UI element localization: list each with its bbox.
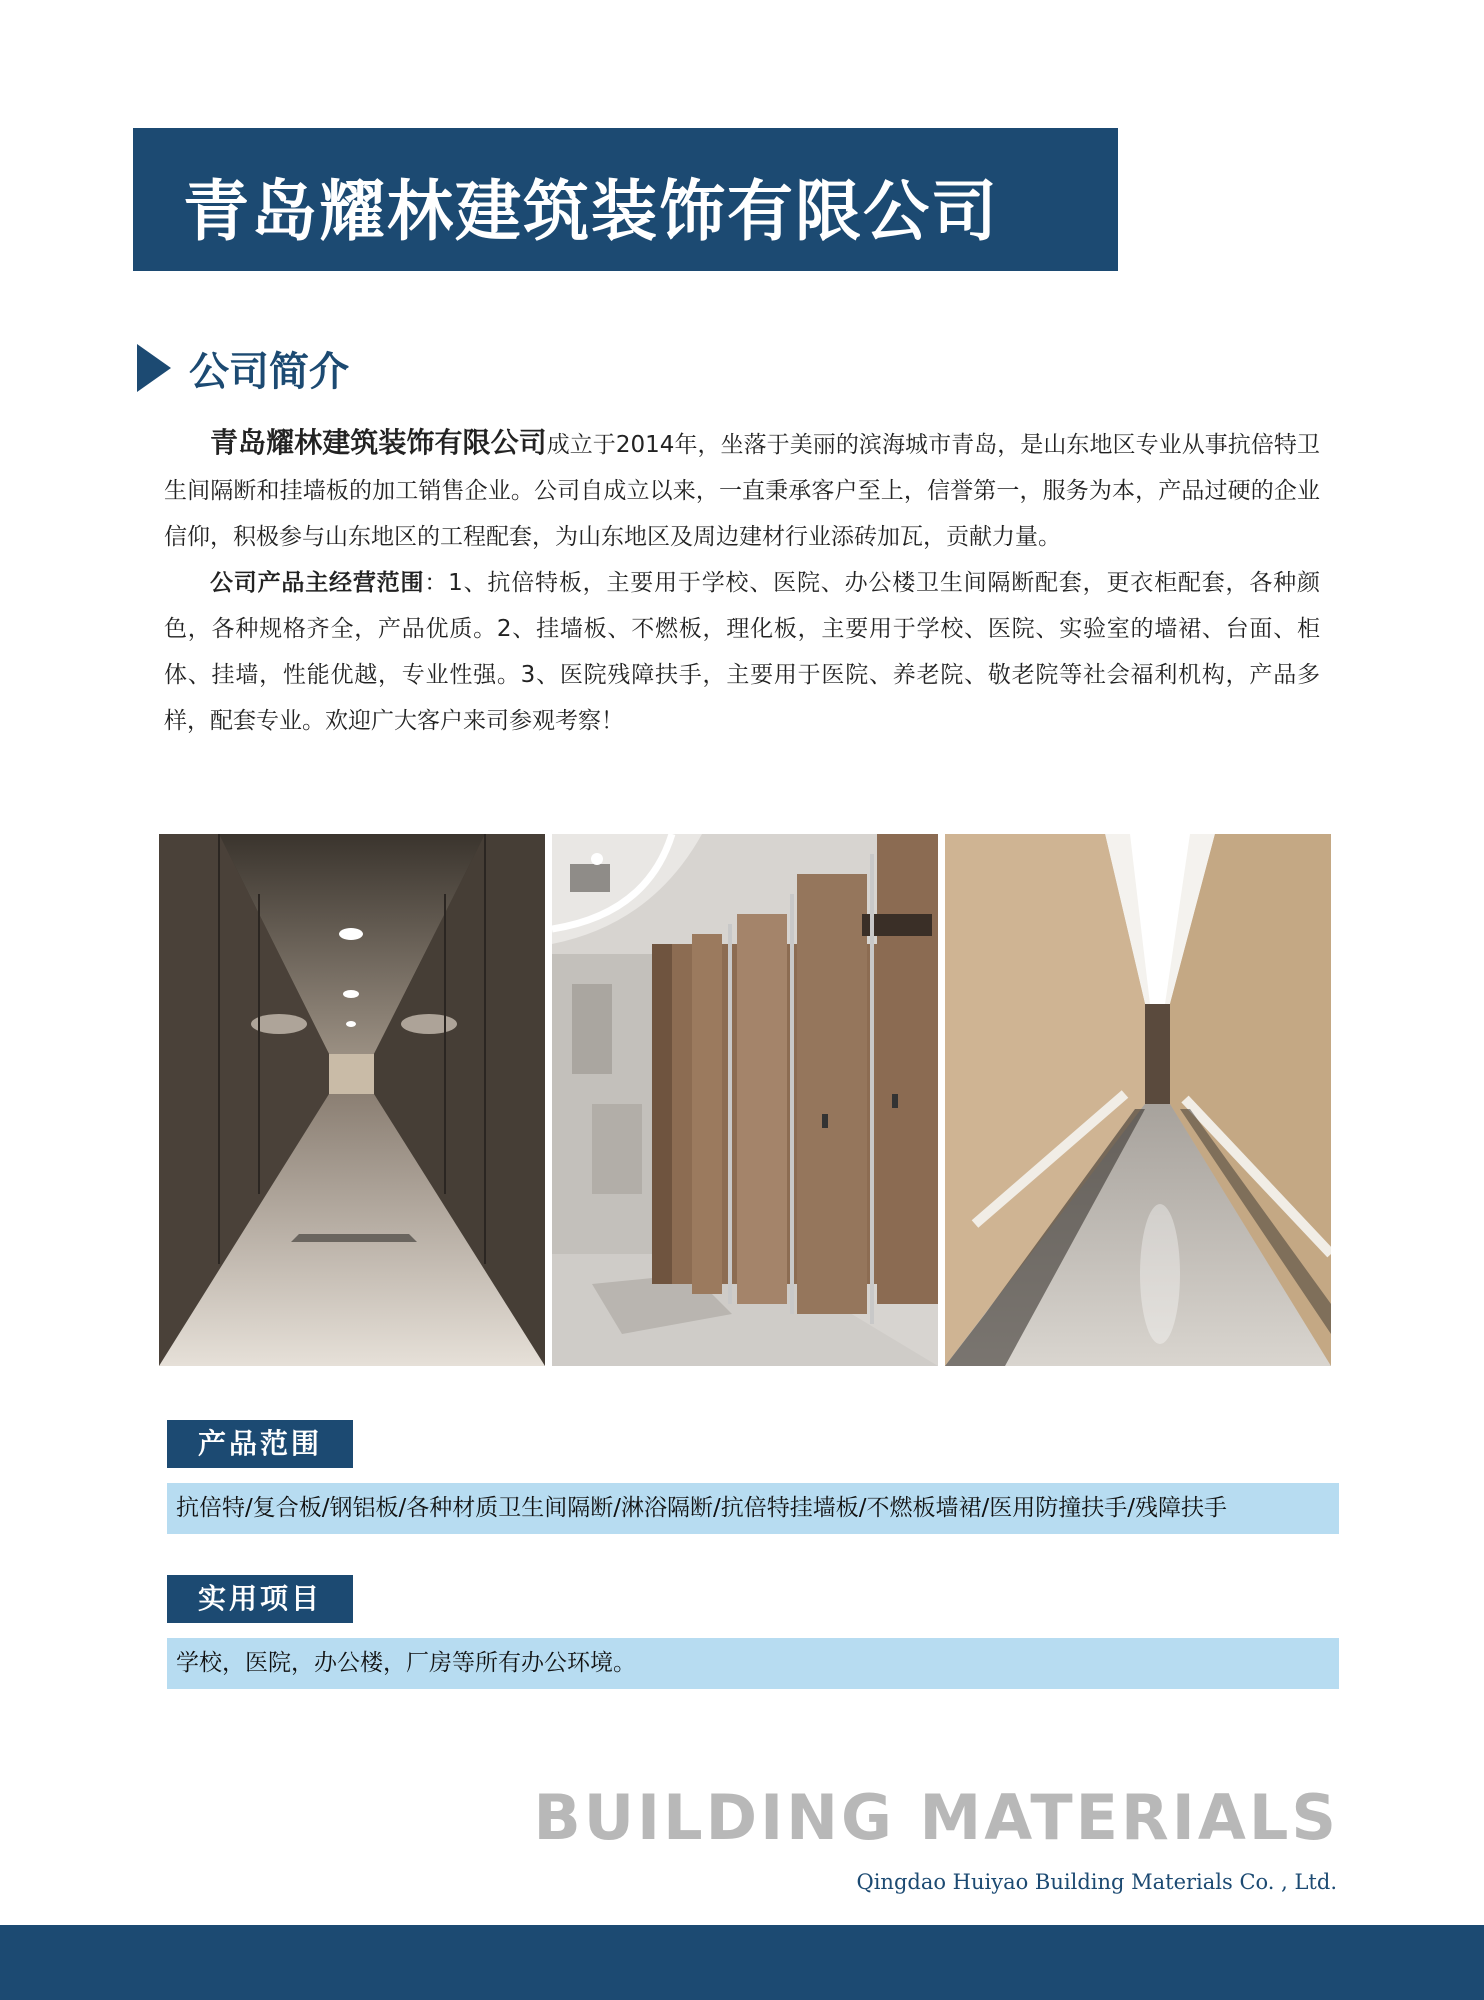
intro-section-title: 公司简介 xyxy=(189,349,349,395)
intro-company-name: 青岛耀林建筑装饰有限公司 xyxy=(210,426,547,459)
intro-paragraph-1 xyxy=(164,420,1320,560)
applications-text: 学校，医院，办公楼，厂房等所有办公环境。 xyxy=(167,1638,1339,1689)
intro-paragraph-1-body: 成立于2014年，坐落于美丽的滨海城市青岛，是山东地区专业从事抗倍特卫生间隔断和挂墙板的加工销售企业。公司自成立以来，一直秉承客户至上，信誉第一，服务为本，产品过硬的企业信仰，积极参与山东地区的工程配套，为山东地区及周边建材行业添砖加瓦，贡献力量。 xyxy=(164,432,1320,550)
photo-restroom-partitions xyxy=(552,834,938,1366)
company-title: 青岛耀林建筑装饰有限公司 xyxy=(183,173,999,250)
triangle-arrow-icon xyxy=(137,344,171,392)
intro-paragraph-2 xyxy=(164,560,1320,744)
photo-dark-corridor xyxy=(159,834,545,1366)
company-english-name: Qingdao Huiyao Building Materials Co. , Ltd. xyxy=(856,1870,1337,1894)
footer-band xyxy=(0,1925,1484,2000)
products-label: 产品范围 xyxy=(167,1420,353,1468)
building-materials-wordmark: BUILDING MATERIALS xyxy=(533,1781,1339,1854)
title-banner xyxy=(133,128,1118,271)
intro-paragraph-2-body: ：1、抗倍特板，主要用于学校、医院、办公楼卫生间隔断配套，更衣柜配套，各种颜色，各种规格齐全，产品优质。2、挂墙板、不燃板，理化板，主要用于学校、医院、实验室的墙裙、台面、柜体、挂墙，性能优越，专业性强。3、医院残障扶手，主要用于医院、养老院、敬老院等社会福利机构，产品多样，配套专业。欢迎广大客户来司参观考察！ xyxy=(164,570,1320,734)
scope-lead: 公司产品主经营范围 xyxy=(210,570,425,596)
photo-hospital-corridor xyxy=(945,834,1331,1366)
intro-text xyxy=(164,420,1320,744)
products-text: 抗倍特/复合板/钢铝板/各种材质卫生间隔断/淋浴隔断/抗倍特挂墙板/不燃板墙裙/医用防撞扶手/残障扶手 xyxy=(167,1483,1339,1534)
applications-label: 实用项目 xyxy=(167,1575,353,1623)
